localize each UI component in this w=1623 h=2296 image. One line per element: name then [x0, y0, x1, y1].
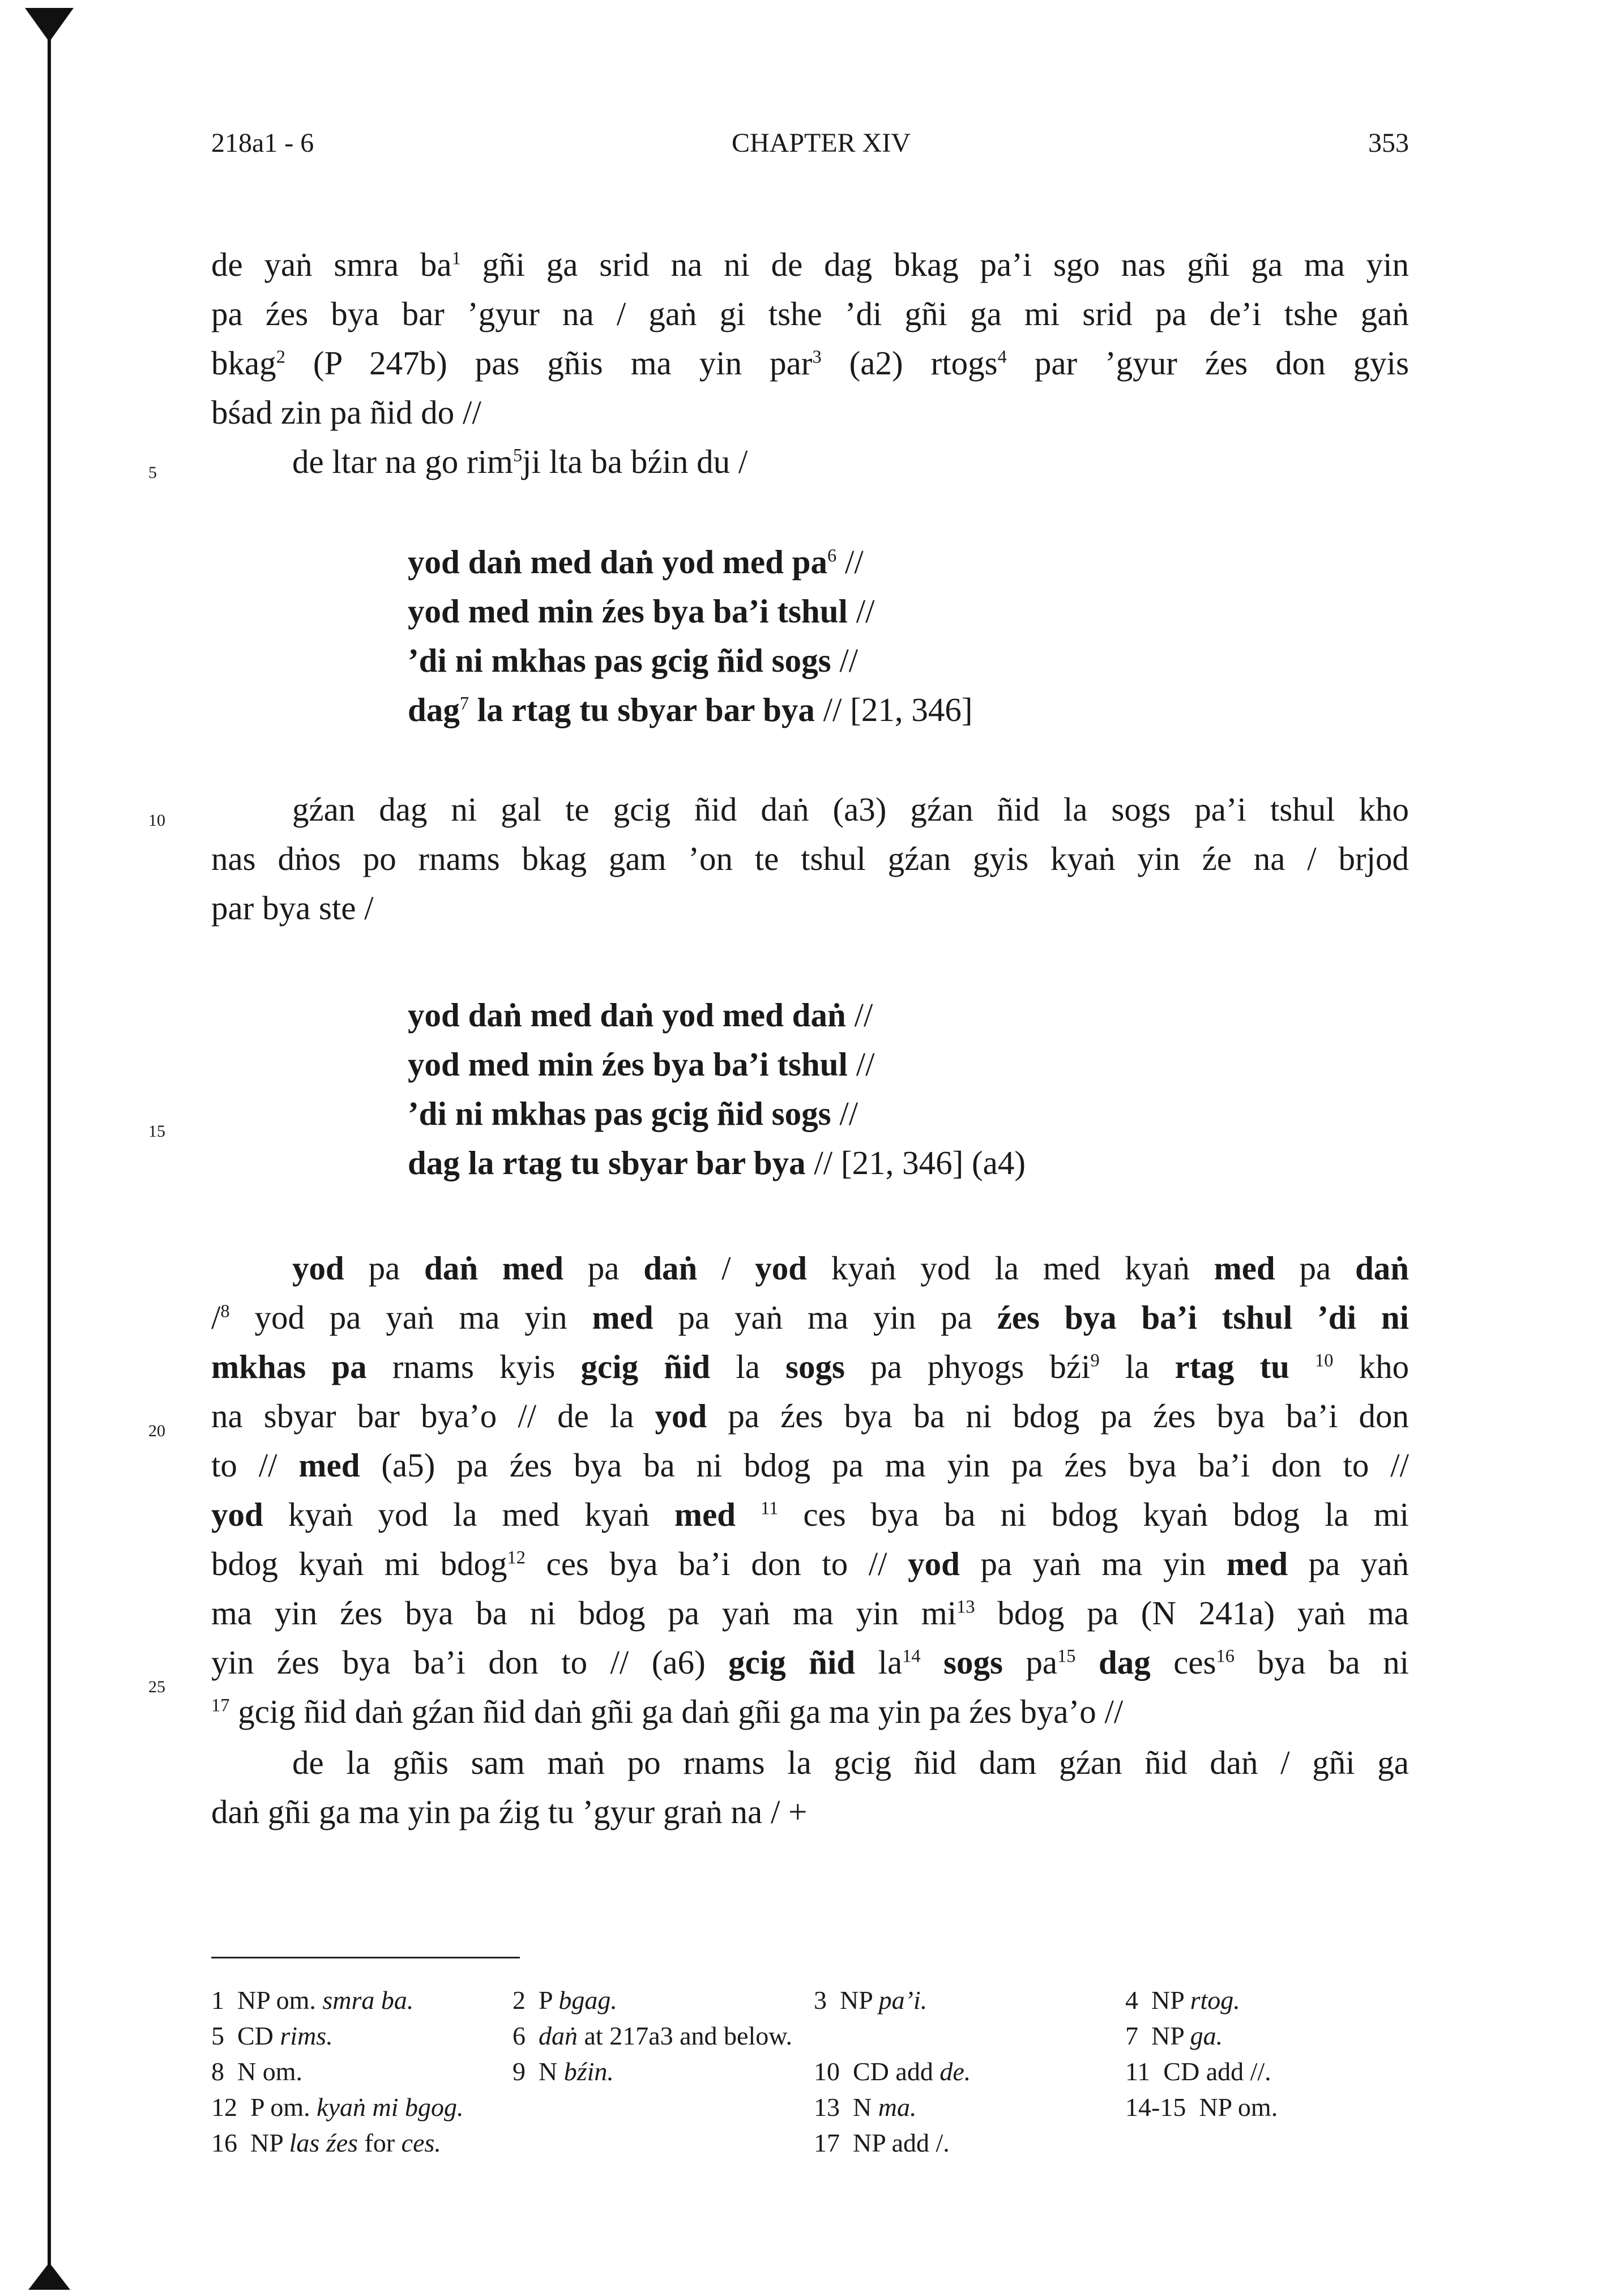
footnote: 5 CD rims. — [211, 2021, 333, 2050]
footnote: 17 NP add /. — [814, 2128, 950, 2157]
footnote: 10 CD add de. — [814, 2057, 971, 2086]
header-left: 218a1 - 6 — [211, 128, 314, 158]
text-line: $^{17}$ gcig ñid daṅ gźan ñid daṅ gñi ga daṅ gñi ga ma yin pa źes bya’o // — [211, 1693, 1124, 1730]
line-number: 5 — [148, 463, 157, 482]
text-line: ma yin źes bya ba ni bdog pa yaṅ ma yin $mi^{13}$ bdog pa (N 241a) yaṅ ma — [211, 1594, 1409, 1632]
footnote-rule — [211, 1957, 520, 1958]
text-line: de la gñis sam maṅ po rnams la gcig ñid dam gźan ñid daṅ / gñi ga — [292, 1744, 1409, 1781]
footnote: 3 NP pa’i. — [814, 1986, 928, 2015]
verse-line: yod daṅ med daṅ yod med $pa^6$ // — [408, 543, 864, 581]
verse-line: ’di ni mkhas pas gcig ñid sogs // — [408, 642, 859, 679]
text-line: gźan dag ni gal te gcig ñid daṅ (a3) gźan ñid la sogs pa’i tshul kho — [292, 791, 1409, 828]
text-line: daṅ gñi ga ma yin pa źig tu ’gyur graṅ na / + — [211, 1793, 808, 1830]
text-line: /$^8$ yod pa yaṅ ma yin med pa yaṅ ma yin pa źes bya ba’i tshul ’di ni — [211, 1299, 1410, 1336]
line-number: 10 — [148, 811, 165, 830]
text-line: yod kyaṅ yod la med kyaṅ med $^{11}$ ces bya ba ni bdog kyaṅ bdog la mi — [211, 1496, 1410, 1533]
text-line: bdog kyaṅ mi bdog$^{12}$ ces bya ba’i don to // yod pa yaṅ ma yin med pa yaṅ — [211, 1545, 1410, 1582]
text-line: de ltar na go rim$^5$ji lta ba bźin du / — [292, 443, 748, 480]
footnote: 7 NP ga. — [1125, 2021, 1223, 2050]
verse-line: yod med min źes bya ba’i tshul // — [408, 592, 875, 630]
footnote: 1 NP om. smra ba. — [211, 1986, 414, 2015]
footnote: 14-15 NP om. — [1125, 2093, 1278, 2122]
verse-line: yod daṅ med daṅ yod med daṅ // — [408, 996, 873, 1034]
text-line: par bya ste / — [211, 889, 374, 927]
line-number: 15 — [148, 1122, 165, 1141]
text-line: mkhas pa rnams kyis gcig ñid la sogs pa phyogs bźi$^9$ la rtag tu $^{10}$ kho — [211, 1348, 1410, 1385]
text-line: de yaṅ smra $ba^1$ gñi ga srid na ni de dag bkag pa’i sgo nas gñi ga ma yin — [211, 246, 1410, 283]
footnote: 4 NP rtog. — [1125, 1986, 1240, 2015]
footnote: 16 NP las źes for ces. — [211, 2128, 441, 2157]
verse-line: dag la rtag tu sbyar bar bya // [21, 346] (a4) — [408, 1144, 1026, 1181]
chapter-title: CHAPTER XIV — [731, 128, 911, 158]
footnote: 11 CD add //. — [1125, 2057, 1271, 2086]
text-line: yod pa daṅ med pa daṅ / yod kyaṅ yod la med kyaṅ med pa daṅ — [292, 1249, 1410, 1287]
text-line: nas dṅos po rnams bkag gam ’on te tshul gźan gyis kyaṅ yin źe na / brjod — [211, 840, 1409, 877]
footnote: 6 daṅ at 217a3 and below. — [512, 2021, 792, 2050]
verse-line: dag$^7$ la rtag tu sbyar bar bya // [21, 346] — [408, 691, 973, 728]
footnote: 13 N ma. — [814, 2093, 917, 2122]
page-number: 353 — [1368, 128, 1409, 158]
text-line: pa źes bya bar ’gyur na / gaṅ gi tshe ’di gñi ga mi srid pa de’i tshe gaṅ — [211, 295, 1409, 332]
text-line: bkag$^2$ (P 247b) pas gñis ma yin par$^3$ (a2) rtogs$^4$ par ’gyur źes don gyis — [211, 344, 1410, 382]
line-number: 20 — [148, 1422, 165, 1440]
line-number: 25 — [148, 1678, 165, 1696]
binding-edge-bottom — [28, 2263, 70, 2290]
text-line: bśad zin pa ñid do // — [211, 394, 481, 431]
footnote: 8 N om. — [211, 2057, 302, 2086]
text-line: na sbyar bar bya’o // de la yod pa źes bya ba ni bdog pa źes bya ba’i don — [211, 1397, 1410, 1435]
footnote: 2 P bgag. — [512, 1986, 617, 2015]
verse-line: ’di ni mkhas pas gcig ñid sogs // — [408, 1095, 859, 1132]
footnote: 12 P om. kyaṅ mi bgog. — [211, 2093, 464, 2122]
verse-line: yod med min źes bya ba’i tshul // — [408, 1045, 875, 1083]
footnote: 9 N bźin. — [512, 2057, 614, 2086]
text-line: to // med (a5) pa źes bya ba ni bdog pa ma yin pa źes bya ba’i don to // — [211, 1446, 1410, 1484]
binding-edge — [48, 14, 51, 2273]
text-line: yin źes bya ba’i don to // (a6) gcig ñid $la^{14}$ sogs $pa^{15}$ dag ces$^{16}$ bya ba ni — [211, 1644, 1409, 1681]
